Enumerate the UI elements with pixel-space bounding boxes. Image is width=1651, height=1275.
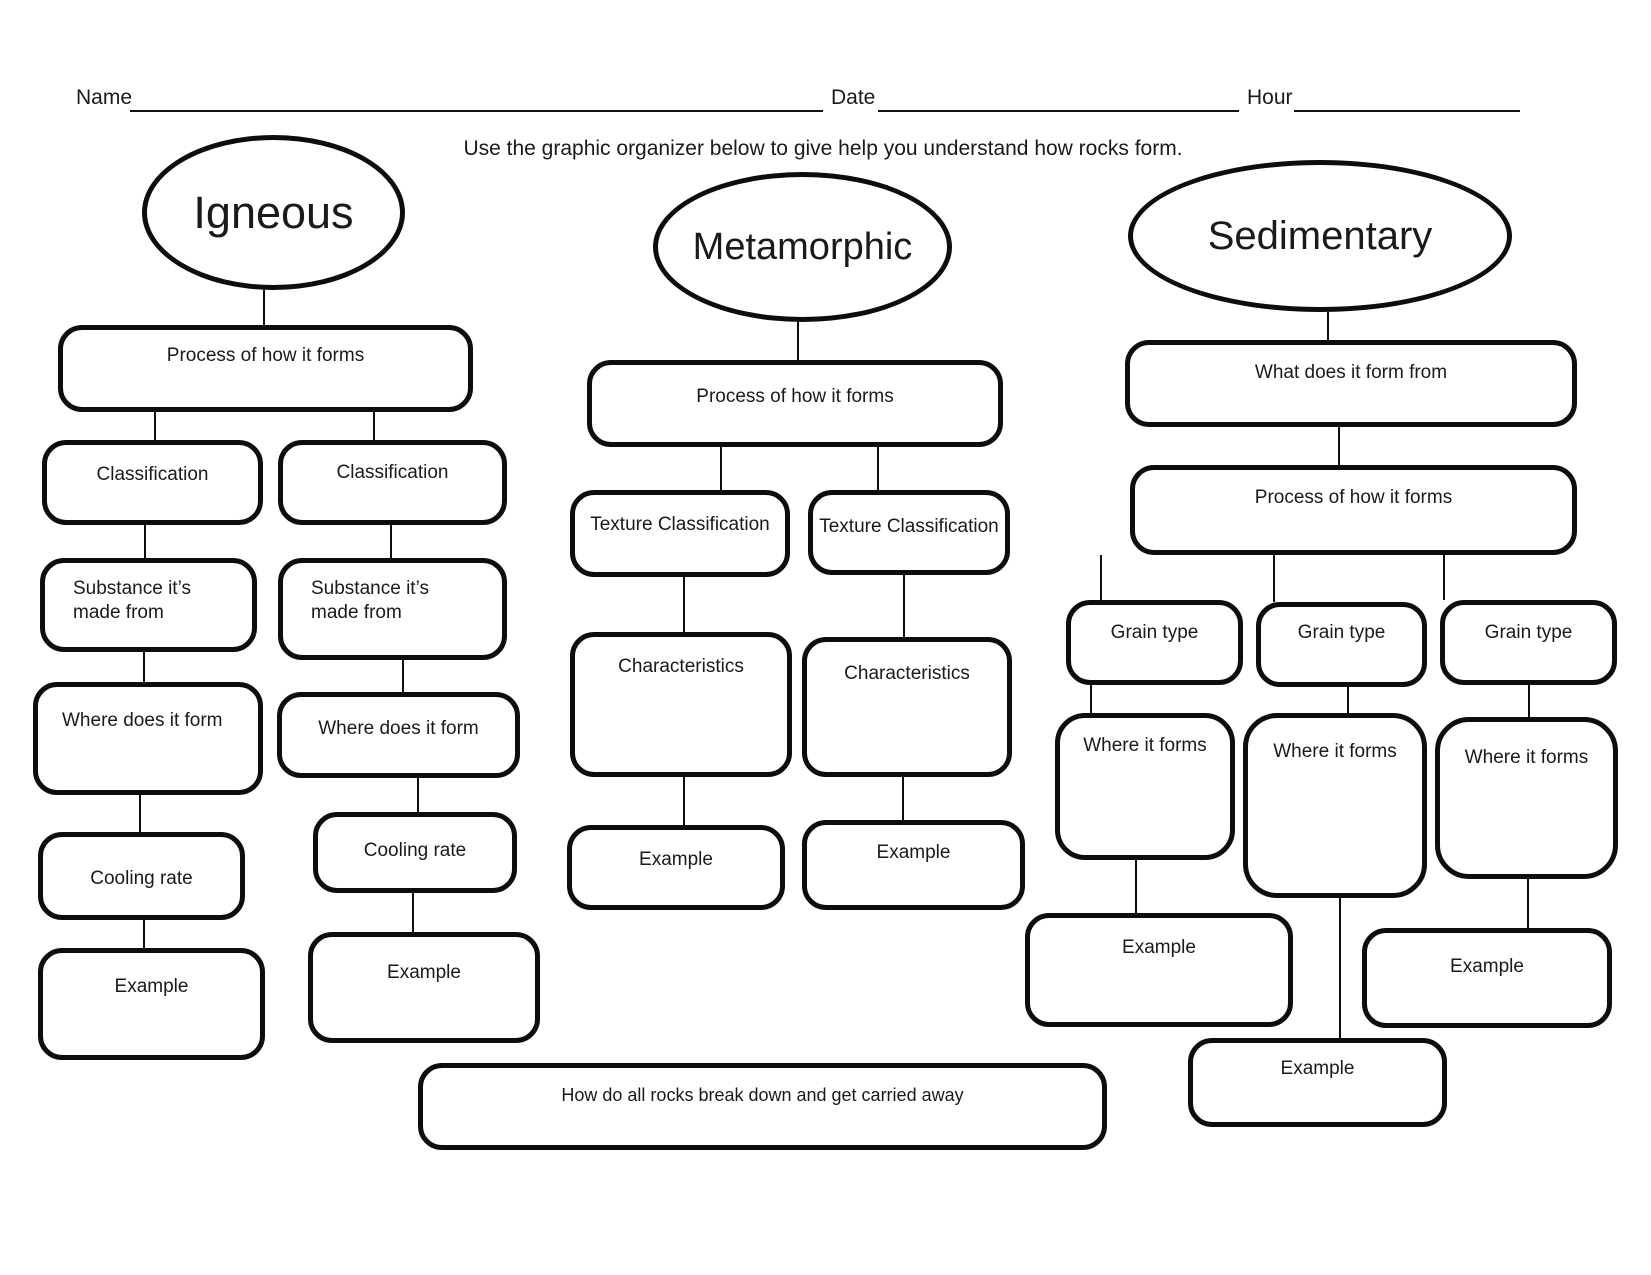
igneous-where-left-label: Where does it form	[62, 710, 223, 731]
connector-line	[903, 575, 905, 637]
igneous-example-right-label: Example	[387, 962, 461, 983]
sedimentary-where-1-label: Where it forms	[1083, 735, 1207, 756]
connector-line	[683, 577, 685, 632]
sedimentary-example-2-label: Example	[1450, 956, 1524, 977]
sedimentary-what-form-box	[1125, 340, 1577, 427]
sedimentary-where-2-label: Where it forms	[1273, 741, 1397, 762]
sedimentary-where-2-box	[1243, 713, 1427, 898]
metamorphic-characteristics-right-box	[802, 637, 1012, 777]
igneous-substance-left-label: Substance it’s made from	[73, 578, 191, 623]
igneous-cooling-right-label: Cooling rate	[363, 840, 467, 861]
connector-line	[1273, 555, 1275, 602]
instruction-text: Use the graphic organizer below to give help you understand how rocks form.	[463, 137, 1183, 160]
sedimentary-process-label: Process of how it forms	[1254, 487, 1453, 508]
metamorphic-title: Metamorphic	[692, 225, 913, 268]
igneous-classification-right-label: Classification	[336, 462, 449, 483]
sedimentary-grain-3-label: Grain type	[1484, 622, 1573, 643]
connector-line	[417, 778, 419, 812]
name-label: Name	[76, 86, 133, 109]
sedimentary-example-2-box	[1362, 928, 1612, 1028]
connector-line	[797, 322, 799, 360]
igneous-cooling-left-box	[38, 832, 245, 920]
connector-line	[720, 447, 722, 490]
connector-line	[1100, 555, 1102, 600]
igneous-where-right-label: Where does it form	[318, 718, 479, 739]
connector-line	[390, 525, 392, 558]
sedimentary-where-3-label: Where it forms	[1464, 747, 1589, 768]
connector-line	[143, 652, 145, 682]
metamorphic-texture-right-label: Texture Classification	[819, 516, 999, 537]
connector-line	[139, 795, 141, 832]
connector-line	[1327, 312, 1329, 340]
sedimentary-grain-2-box	[1256, 602, 1427, 687]
igneous-classification-left-label: Classification	[96, 464, 209, 485]
igneous-cooling-left-label: Cooling rate	[90, 868, 193, 889]
sedimentary-where-1-box	[1055, 713, 1235, 860]
metamorphic-ellipse	[653, 172, 952, 322]
sedimentary-grain-3-box	[1440, 600, 1617, 685]
metamorphic-process-box	[587, 360, 1003, 447]
connector-line	[1135, 860, 1137, 913]
sedimentary-title: Sedimentary	[1207, 213, 1433, 258]
igneous-classification-right-box	[278, 440, 507, 525]
connector-line	[683, 777, 685, 825]
igneous-title: Igneous	[193, 186, 354, 238]
hour-label: Hour	[1247, 86, 1293, 109]
sedimentary-grain-1-box	[1066, 600, 1243, 685]
connector-line	[1443, 555, 1445, 600]
sedimentary-ellipse	[1128, 160, 1512, 312]
connector-line	[1528, 685, 1530, 717]
sedimentary-grain-1-label: Grain type	[1110, 622, 1199, 643]
connector-line	[1090, 685, 1092, 713]
igneous-example-left-box	[38, 948, 265, 1060]
connector-line	[1338, 427, 1340, 465]
metamorphic-example-right-label: Example	[876, 842, 951, 863]
sedimentary-example-1-label: Example	[1122, 937, 1196, 958]
metamorphic-example-left-label: Example	[639, 849, 713, 870]
igneous-example-right-box	[308, 932, 540, 1043]
igneous-where-left-box	[33, 682, 263, 795]
igneous-example-left-label: Example	[114, 976, 189, 997]
sedimentary-example-3-box	[1188, 1038, 1447, 1127]
connector-line	[373, 412, 375, 440]
igneous-classification-left-box	[42, 440, 263, 525]
metamorphic-texture-left-label: Texture Classification	[590, 514, 770, 535]
connector-line	[1347, 687, 1349, 713]
metamorphic-texture-right-box	[808, 490, 1010, 575]
metamorphic-example-left-box	[567, 825, 785, 910]
name-blank-line	[130, 110, 823, 112]
date-blank-line	[878, 110, 1239, 112]
sedimentary-grain-2-label: Grain type	[1297, 622, 1386, 643]
metamorphic-texture-left-box	[570, 490, 790, 577]
hour-blank-line	[1294, 110, 1520, 112]
connector-line	[143, 920, 145, 948]
sedimentary-process-box	[1130, 465, 1577, 555]
igneous-where-right-box	[277, 692, 520, 778]
connector-line	[154, 412, 156, 440]
date-label: Date	[831, 86, 876, 109]
igneous-substance-right-label: Substance it’s made from	[311, 578, 429, 623]
connector-line	[877, 447, 879, 490]
metamorphic-process-label: Process of how it forms	[696, 386, 894, 407]
connector-line	[1339, 898, 1341, 1038]
metamorphic-characteristics-left-box	[570, 632, 792, 777]
igneous-process-box	[58, 325, 473, 412]
bottom-question-box	[418, 1063, 1107, 1150]
metamorphic-characteristics-left-label: Characteristics	[618, 656, 744, 677]
connector-line	[144, 525, 146, 558]
sedimentary-what-form-label: What does it form from	[1254, 362, 1448, 383]
connector-line	[902, 777, 904, 820]
sedimentary-example-1-box	[1025, 913, 1293, 1027]
sedimentary-where-3-box	[1435, 717, 1618, 879]
bottom-question-label: How do all rocks break down and get carried away	[561, 1085, 964, 1105]
igneous-substance-left-box	[40, 558, 257, 652]
sedimentary-example-3-label: Example	[1280, 1058, 1355, 1079]
connector-line	[1527, 879, 1529, 928]
igneous-cooling-right-box	[313, 812, 517, 893]
connector-line	[412, 893, 414, 932]
igneous-ellipse	[142, 135, 405, 290]
metamorphic-example-right-box	[802, 820, 1025, 910]
connector-line	[263, 290, 265, 325]
connector-line	[402, 660, 404, 693]
igneous-substance-right-box	[278, 558, 507, 660]
metamorphic-characteristics-right-label: Characteristics	[844, 663, 970, 684]
igneous-process-label: Process of how it forms	[166, 345, 365, 366]
